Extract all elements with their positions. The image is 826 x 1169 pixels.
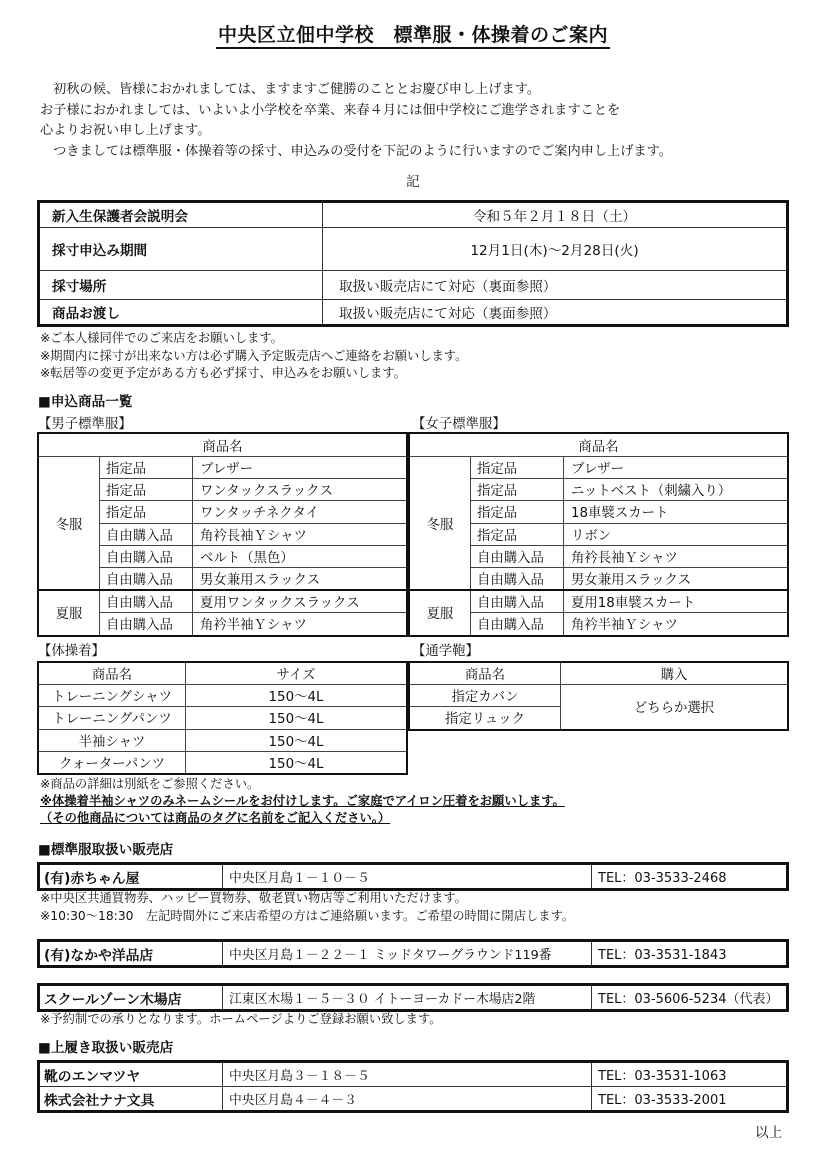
item-name: ニットベスト（刺繍入り） xyxy=(564,479,789,501)
schedule-value: 12月1日(木)～2月28日(火) xyxy=(323,228,788,271)
shop-name: 株式会社ナナ文具 xyxy=(39,1087,223,1112)
shoe-shop-table xyxy=(37,1060,789,1113)
table-row xyxy=(38,457,407,479)
item-name: 男女兼用スラックス xyxy=(564,567,789,590)
note-line: ※10:30～18:30 左記時間外にご来店希望の方はご連絡願います。ご希望の時間に開店します。 xyxy=(40,908,575,923)
boys-caption: 【男子標準服】 xyxy=(38,417,132,432)
shop-address: 中央区月島１－１０－５ xyxy=(223,864,592,890)
item-kind: 自由購入品 xyxy=(100,590,193,613)
title-text: 中央区立佃中学校 標準服・体操着のご案内 xyxy=(216,24,610,49)
shop-address: 中央区月島１－２２－１ ミッドタワーグラウンド119番 xyxy=(223,941,592,967)
item-name: 半袖シャツ xyxy=(38,729,186,751)
table-header-row xyxy=(38,662,407,685)
shop1-notes xyxy=(40,890,574,925)
item-name: 夏用18車襞スカート xyxy=(564,590,789,613)
page-title xyxy=(0,20,826,47)
item-name: ブレザー xyxy=(564,457,789,479)
item-kind: 自由購入品 xyxy=(100,523,193,545)
schedule-label: 採寸場所 xyxy=(39,271,323,300)
shop-table xyxy=(37,983,789,1012)
ki-mark: 記 xyxy=(406,174,420,190)
item-kind: 自由購入品 xyxy=(471,545,564,567)
shop-address: 中央区月島４－４－３ xyxy=(223,1087,592,1112)
boys-summer-label: 夏服 xyxy=(38,590,100,635)
item-kind: 指定品 xyxy=(100,457,193,479)
bag-table xyxy=(408,661,789,731)
item-kind: 自由購入品 xyxy=(471,567,564,590)
boys-winter-label: 冬服 xyxy=(38,457,100,591)
item-kind: 自由購入品 xyxy=(471,613,564,636)
column-header: 商品名 xyxy=(409,662,561,685)
item-kind: 指定品 xyxy=(471,523,564,545)
intro-line: 心よりお祝い申し上げます。 xyxy=(40,123,211,138)
schedule-label: 採寸申込み期間 xyxy=(39,228,323,271)
shop-name: (有)赤ちゃん屋 xyxy=(39,864,223,890)
uniform-shops-heading: ■標準服取扱い販売店 xyxy=(38,842,174,858)
table-row xyxy=(409,457,788,479)
shop3-note: ※予約制での承りとなります。ホームページよりご登録お願い致します。 xyxy=(40,1012,442,1026)
shop-address: 江東区木場１－５－３０ イトーヨーカドー木場店2階 xyxy=(223,985,592,1011)
girls-summer-label: 夏服 xyxy=(409,590,471,635)
shop-tel: TEL：03-5606-5234（代表） xyxy=(592,985,788,1011)
item-kind: 自由購入品 xyxy=(100,545,193,567)
table-row xyxy=(38,751,407,774)
item-kind: 指定品 xyxy=(471,479,564,501)
shop-address: 中央区月島３－１８－５ xyxy=(223,1062,592,1087)
shop-name: (有)なかや洋品店 xyxy=(39,941,223,967)
item-size: 150～4L xyxy=(186,707,408,729)
schedule-table xyxy=(37,200,789,327)
note-line: ※期間内に採寸が出来ない方は必ず購入予定販売店へご連絡をお願いします。 xyxy=(40,348,468,363)
item-kind: 指定品 xyxy=(100,479,193,501)
table-header-row xyxy=(409,662,788,685)
schedule-value: 取扱い販売店にて対応（裏面参照） xyxy=(323,300,788,326)
table-row xyxy=(38,707,407,729)
schedule-label: 新入生保護者会説明会 xyxy=(39,202,323,228)
gym-caption: 【体操着】 xyxy=(38,644,105,659)
item-name: 角衿長袖Ｙシャツ xyxy=(193,523,408,545)
column-header: 購入 xyxy=(561,662,789,685)
item-name: トレーニングシャツ xyxy=(38,685,186,707)
schedule-row xyxy=(39,271,788,300)
bag-caption: 【通学鞄】 xyxy=(412,644,479,659)
item-name: 男女兼用スラックス xyxy=(193,567,408,590)
shop-name: 靴のエンマツヤ xyxy=(39,1062,223,1087)
shop-table xyxy=(37,939,789,968)
item-name: トレーニングパンツ xyxy=(38,707,186,729)
girls-header: 商品名 xyxy=(409,433,788,457)
item-name: 角衿長袖Ｙシャツ xyxy=(564,545,789,567)
note-line: ※ご本人様同伴でのご来店をお願いします。 xyxy=(40,331,283,345)
boys-header: 商品名 xyxy=(38,433,407,457)
schedule-row xyxy=(39,202,788,228)
shop-name: スクールゾーン木場店 xyxy=(39,985,223,1011)
shop-row xyxy=(39,1062,788,1087)
girls-winter-label: 冬服 xyxy=(409,457,471,591)
item-name: 18車襞スカート xyxy=(564,501,789,523)
table-row xyxy=(38,590,407,613)
gym-table xyxy=(37,661,408,775)
note-line: ※中央区共通買物券、ハッピー買物券、敬老買い物店等ご利用いただけます。 xyxy=(40,891,467,905)
shop-row xyxy=(39,941,788,967)
girls-uniform-table xyxy=(408,432,789,637)
column-header: サイズ xyxy=(186,662,408,685)
schedule-row xyxy=(39,228,788,271)
item-kind: 指定品 xyxy=(471,457,564,479)
boys-uniform-table xyxy=(37,432,408,637)
intro-line: お子様におかれましては、いよいよ小学校を卒業、来春４月には佃中学校にご進学されますことを xyxy=(40,102,621,118)
shop-tel: TEL：03-3533-2468 xyxy=(592,864,788,890)
schedule-label: 商品お渡し xyxy=(39,300,323,326)
schedule-notes xyxy=(40,330,467,383)
table-row xyxy=(409,685,788,707)
item-name: 角衿半袖Ｙシャツ xyxy=(193,613,408,636)
product-notes xyxy=(40,776,565,827)
item-name: ワンタッチネクタイ xyxy=(193,501,408,523)
note-line: ※商品の詳細は別紙をご参照ください。 xyxy=(40,777,260,791)
purchase-option: どちらか選択 xyxy=(561,685,789,730)
item-size: 150～4L xyxy=(186,729,408,751)
shop-row xyxy=(39,864,788,890)
item-name: 指定カバン xyxy=(409,685,561,707)
closing-mark: 以上 xyxy=(755,1125,783,1141)
shop-table xyxy=(37,862,789,891)
item-kind: 自由購入品 xyxy=(100,567,193,590)
item-name: 指定リュック xyxy=(409,707,561,730)
intro-line: つきましては標準服・体操着等の採寸、申込みの受付を下記のように行いますのでご案内申し上げます。 xyxy=(40,143,672,159)
item-kind: 自由購入品 xyxy=(100,613,193,636)
item-kind: 指定品 xyxy=(471,501,564,523)
item-name: ベルト（黒色） xyxy=(193,545,408,567)
girls-caption: 【女子標準服】 xyxy=(412,417,506,432)
table-row xyxy=(38,685,407,707)
item-name: ワンタックスラックス xyxy=(193,479,408,501)
item-kind: 指定品 xyxy=(100,501,193,523)
item-name: リボン xyxy=(564,523,789,545)
products-heading: ■申込商品一覧 xyxy=(38,394,133,410)
item-kind: 自由購入品 xyxy=(471,590,564,613)
shop-tel: TEL：03-3531-1843 xyxy=(592,941,788,967)
schedule-row xyxy=(39,300,788,326)
intro-paragraph xyxy=(40,80,800,162)
shop-tel: TEL：03-3531-1063 xyxy=(592,1062,788,1087)
shop-row xyxy=(39,985,788,1011)
item-name: 夏用ワンタックスラックス xyxy=(193,590,408,613)
note-line: ※転居等の変更予定がある方も必ず採寸、申込みをお願いします。 xyxy=(40,366,406,380)
schedule-value: 令和５年２月１８日（土） xyxy=(323,202,788,228)
item-size: 150～4L xyxy=(186,751,408,774)
item-name: クォーターパンツ xyxy=(38,751,186,774)
table-row xyxy=(38,729,407,751)
item-name: ブレザー xyxy=(193,457,408,479)
schedule-value: 取扱い販売店にて対応（裏面参照） xyxy=(323,271,788,300)
item-size: 150～4L xyxy=(186,685,408,707)
table-row xyxy=(409,590,788,613)
shop-tel: TEL：03-3533-2001 xyxy=(592,1087,788,1112)
intro-line: 初秋の候、皆様におかれましては、ますますご健勝のこととお慶び申し上げます。 xyxy=(40,82,541,97)
note-line-emphasis: ※体操着半袖シャツのみネームシールをお付けします。ご家庭でアイロン圧着をお願いします。 xyxy=(40,794,565,808)
column-header: 商品名 xyxy=(38,662,186,685)
shoe-shops-heading: ■上履き取扱い販売店 xyxy=(38,1040,174,1056)
note-line-emphasis: （その他商品については商品のタグに名前をご記入ください。） xyxy=(40,811,391,825)
item-name: 角衿半袖Ｙシャツ xyxy=(564,613,789,636)
shop-row xyxy=(39,1087,788,1112)
